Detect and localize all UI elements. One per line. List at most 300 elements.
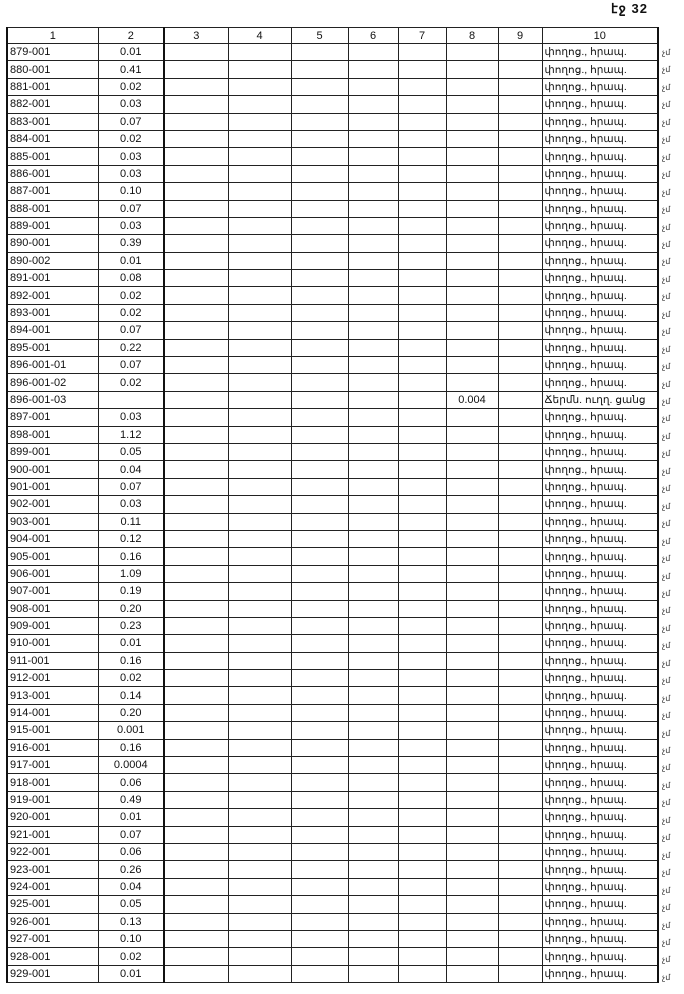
table-row: [7, 148, 658, 165]
empty-cell: [164, 357, 228, 374]
empty-cell: [291, 235, 348, 252]
empty-cell: [498, 670, 542, 687]
empty-cell: [398, 843, 446, 860]
side-mark: չմ: [662, 222, 671, 232]
parcel-code: 896-001-02: [7, 374, 98, 391]
empty-cell: [398, 600, 446, 617]
empty-cell: [164, 113, 228, 130]
land-use: փողոց., հրապ.: [542, 78, 658, 95]
col8-value: [446, 443, 498, 460]
table-row: [7, 965, 658, 982]
empty-cell: [348, 148, 398, 165]
side-mark: չմ: [662, 885, 671, 895]
empty-cell: [291, 217, 348, 234]
parcel-code: 881-001: [7, 78, 98, 95]
side-mark: չմ: [662, 536, 671, 546]
empty-cell: [398, 96, 446, 113]
land-use: փողոց., հրապ.: [542, 548, 658, 565]
empty-cell: [398, 704, 446, 721]
empty-cell: [228, 409, 291, 426]
land-use: փողոց., հրապ.: [542, 757, 658, 774]
table-row: [7, 252, 658, 269]
empty-cell: [291, 44, 348, 61]
empty-cell: [498, 583, 542, 600]
empty-cell: [398, 774, 446, 791]
empty-cell: [164, 687, 228, 704]
empty-cell: [348, 670, 398, 687]
empty-cell: [498, 339, 542, 356]
empty-cell: [348, 530, 398, 547]
parcel-code: 916-001: [7, 739, 98, 756]
col8-value: [446, 948, 498, 965]
parcel-code: 897-001: [7, 409, 98, 426]
empty-cell: [164, 252, 228, 269]
empty-cell: [398, 374, 446, 391]
empty-cell: [498, 461, 542, 478]
area-value: 0.07: [98, 113, 164, 130]
col8-value: [446, 409, 498, 426]
empty-cell: [348, 791, 398, 808]
empty-cell: [228, 270, 291, 287]
table-row: [7, 739, 658, 756]
side-mark: չմ: [662, 65, 671, 75]
table-row: [7, 78, 658, 95]
empty-cell: [498, 78, 542, 95]
area-value: 0.01: [98, 44, 164, 61]
empty-cell: [498, 165, 542, 182]
empty-cell: [228, 617, 291, 634]
table-row: [7, 61, 658, 78]
empty-cell: [164, 896, 228, 913]
empty-cell: [164, 843, 228, 860]
empty-cell: [498, 617, 542, 634]
land-use: փողոց., հրապ.: [542, 304, 658, 321]
empty-cell: [164, 652, 228, 669]
side-mark: չմ: [662, 414, 671, 424]
land-use: փողոց., հրապ.: [542, 165, 658, 182]
empty-cell: [164, 96, 228, 113]
empty-cell: [228, 235, 291, 252]
area-value: 0.49: [98, 791, 164, 808]
empty-cell: [228, 96, 291, 113]
empty-cell: [498, 739, 542, 756]
empty-cell: [348, 304, 398, 321]
empty-cell: [291, 652, 348, 669]
land-use: փողոց., հրապ.: [542, 478, 658, 495]
empty-cell: [228, 461, 291, 478]
empty-cell: [291, 583, 348, 600]
empty-cell: [398, 635, 446, 652]
empty-cell: [398, 148, 446, 165]
empty-cell: [398, 200, 446, 217]
empty-cell: [291, 617, 348, 634]
col8-value: [446, 183, 498, 200]
table-row: [7, 565, 658, 582]
col8-value: [446, 357, 498, 374]
area-value: 0.20: [98, 704, 164, 721]
empty-cell: [348, 235, 398, 252]
empty-cell: [348, 217, 398, 234]
side-mark: չմ: [662, 152, 671, 162]
column-header-8: 8: [446, 28, 498, 44]
side-mark: չմ: [662, 798, 671, 808]
land-use: փողոց., հրապ.: [542, 130, 658, 147]
empty-cell: [498, 61, 542, 78]
parcel-code: 906-001: [7, 565, 98, 582]
empty-cell: [291, 148, 348, 165]
empty-cell: [228, 78, 291, 95]
empty-cell: [164, 478, 228, 495]
parcel-code: 900-001: [7, 461, 98, 478]
empty-cell: [398, 113, 446, 130]
empty-cell: [228, 948, 291, 965]
col8-value: [446, 461, 498, 478]
col8-value: [446, 930, 498, 947]
empty-cell: [228, 722, 291, 739]
column-header-7: 7: [398, 28, 446, 44]
land-use: փողոց., հրապ.: [542, 843, 658, 860]
col8-value: [446, 878, 498, 895]
empty-cell: [498, 183, 542, 200]
col8-value: 0.004: [446, 391, 498, 408]
empty-cell: [291, 635, 348, 652]
empty-cell: [291, 409, 348, 426]
col8-value: [446, 965, 498, 982]
empty-cell: [498, 287, 542, 304]
parcel-code: 911-001: [7, 652, 98, 669]
area-value: 0.02: [98, 670, 164, 687]
empty-cell: [498, 687, 542, 704]
table-row: [7, 652, 658, 669]
empty-cell: [164, 774, 228, 791]
empty-cell: [398, 287, 446, 304]
land-use: փողոց., հրապ.: [542, 200, 658, 217]
table-row: [7, 217, 658, 234]
empty-cell: [498, 113, 542, 130]
empty-cell: [348, 930, 398, 947]
empty-cell: [348, 652, 398, 669]
empty-cell: [498, 130, 542, 147]
empty-cell: [164, 130, 228, 147]
empty-cell: [164, 948, 228, 965]
area-value: 0.03: [98, 148, 164, 165]
empty-cell: [228, 965, 291, 982]
empty-cell: [348, 478, 398, 495]
empty-cell: [164, 670, 228, 687]
empty-cell: [498, 722, 542, 739]
empty-cell: [348, 774, 398, 791]
parcel-code: 925-001: [7, 896, 98, 913]
empty-cell: [291, 913, 348, 930]
empty-cell: [348, 461, 398, 478]
empty-cell: [498, 200, 542, 217]
parcel-code: 907-001: [7, 583, 98, 600]
land-use: փողոց., հրապ.: [542, 565, 658, 582]
empty-cell: [398, 826, 446, 843]
empty-cell: [291, 687, 348, 704]
empty-cell: [398, 426, 446, 443]
col8-value: [446, 61, 498, 78]
empty-cell: [398, 252, 446, 269]
col8-value: [446, 130, 498, 147]
col8-value: [446, 322, 498, 339]
col8-value: [446, 670, 498, 687]
col8-value: [446, 426, 498, 443]
land-use: փողոց., հրապ.: [542, 774, 658, 791]
column-header-3: 3: [164, 28, 228, 44]
table-row: [7, 913, 658, 930]
empty-cell: [164, 443, 228, 460]
table-row: [7, 704, 658, 721]
empty-cell: [164, 861, 228, 878]
table-row: [7, 426, 658, 443]
col8-value: [446, 843, 498, 860]
empty-cell: [164, 287, 228, 304]
parcel-code: 924-001: [7, 878, 98, 895]
side-mark: չմ: [662, 82, 671, 92]
area-value: 0.02: [98, 287, 164, 304]
col8-value: [446, 339, 498, 356]
empty-cell: [498, 513, 542, 530]
empty-cell: [348, 61, 398, 78]
parcel-code: 917-001: [7, 757, 98, 774]
empty-cell: [291, 548, 348, 565]
parcel-code: 922-001: [7, 843, 98, 860]
parcel-code: 894-001: [7, 322, 98, 339]
col8-value: [446, 165, 498, 182]
empty-cell: [398, 530, 446, 547]
col8-value: [446, 704, 498, 721]
col8-value: [446, 252, 498, 269]
side-mark: չմ: [662, 588, 671, 598]
table-row: [7, 183, 658, 200]
empty-cell: [291, 391, 348, 408]
empty-cell: [228, 530, 291, 547]
empty-cell: [498, 322, 542, 339]
table-row: [7, 496, 658, 513]
area-value: 0.02: [98, 374, 164, 391]
empty-cell: [228, 200, 291, 217]
parcel-code: 910-001: [7, 635, 98, 652]
side-mark: չմ: [662, 187, 671, 197]
empty-cell: [348, 583, 398, 600]
side-mark: չմ: [662, 815, 671, 825]
table-row: [7, 757, 658, 774]
col8-value: [446, 583, 498, 600]
side-mark: չմ: [662, 205, 671, 215]
empty-cell: [498, 96, 542, 113]
parcel-code: 882-001: [7, 96, 98, 113]
parcel-code: 886-001: [7, 165, 98, 182]
parcel-code: 884-001: [7, 130, 98, 147]
empty-cell: [164, 913, 228, 930]
parcel-code: 879-001: [7, 44, 98, 61]
empty-cell: [398, 739, 446, 756]
side-mark: չմ: [662, 519, 671, 529]
empty-cell: [228, 426, 291, 443]
empty-cell: [398, 478, 446, 495]
column-header-2: 2: [98, 28, 164, 44]
side-mark: չմ: [662, 868, 671, 878]
table-row: [7, 583, 658, 600]
empty-cell: [348, 44, 398, 61]
parcel-code: 889-001: [7, 217, 98, 234]
empty-cell: [228, 513, 291, 530]
area-value: 0.16: [98, 548, 164, 565]
parcel-code: 912-001: [7, 670, 98, 687]
table-row: [7, 896, 658, 913]
empty-cell: [291, 78, 348, 95]
parcel-code: 929-001: [7, 965, 98, 982]
empty-cell: [228, 583, 291, 600]
table-row: [7, 287, 658, 304]
parcel-code: 888-001: [7, 200, 98, 217]
area-value: 0.07: [98, 200, 164, 217]
area-value: 0.41: [98, 61, 164, 78]
empty-cell: [291, 304, 348, 321]
land-use: փողոց., հրապ.: [542, 809, 658, 826]
empty-cell: [228, 791, 291, 808]
land-use: փողոց., հրապ.: [542, 322, 658, 339]
land-use: փողոց., հրապ.: [542, 965, 658, 982]
empty-cell: [291, 130, 348, 147]
col8-value: [446, 235, 498, 252]
empty-cell: [228, 183, 291, 200]
empty-cell: [348, 496, 398, 513]
empty-cell: [228, 113, 291, 130]
empty-cell: [348, 896, 398, 913]
table-row: [7, 809, 658, 826]
empty-cell: [498, 443, 542, 460]
col8-value: [446, 913, 498, 930]
empty-cell: [398, 270, 446, 287]
table-row: [7, 339, 658, 356]
empty-cell: [291, 200, 348, 217]
empty-cell: [398, 965, 446, 982]
empty-cell: [348, 78, 398, 95]
empty-cell: [164, 78, 228, 95]
empty-cell: [398, 183, 446, 200]
empty-cell: [164, 965, 228, 982]
col8-value: [446, 791, 498, 808]
empty-cell: [228, 826, 291, 843]
empty-cell: [291, 774, 348, 791]
side-mark: չմ: [662, 362, 671, 372]
col8-value: [446, 896, 498, 913]
side-mark: չմ: [662, 763, 671, 773]
land-use: փողոց., հրապ.: [542, 61, 658, 78]
land-use: փողոց., հրապ.: [542, 878, 658, 895]
empty-cell: [164, 826, 228, 843]
area-value: [98, 391, 164, 408]
area-value: 0.05: [98, 896, 164, 913]
table-row: [7, 443, 658, 460]
side-mark: չմ: [662, 746, 671, 755]
land-use: փողոց., հրապ.: [542, 374, 658, 391]
col8-value: [446, 374, 498, 391]
empty-cell: [398, 791, 446, 808]
land-use: փողոց., հրապ.: [542, 739, 658, 756]
empty-cell: [164, 791, 228, 808]
empty-cell: [291, 513, 348, 530]
empty-cell: [398, 78, 446, 95]
empty-cell: [164, 930, 228, 947]
empty-cell: [291, 722, 348, 739]
empty-cell: [291, 791, 348, 808]
side-mark: չմ: [662, 170, 671, 180]
empty-cell: [348, 426, 398, 443]
col8-value: [446, 687, 498, 704]
empty-cell: [291, 426, 348, 443]
parcel-code: 913-001: [7, 687, 98, 704]
col8-value: [446, 600, 498, 617]
parcel-code: 898-001: [7, 426, 98, 443]
empty-cell: [291, 270, 348, 287]
empty-cell: [228, 44, 291, 61]
empty-cell: [398, 687, 446, 704]
table-row: [7, 861, 658, 878]
empty-cell: [348, 409, 398, 426]
empty-cell: [498, 930, 542, 947]
empty-cell: [348, 339, 398, 356]
empty-cell: [228, 565, 291, 582]
empty-cell: [291, 565, 348, 582]
empty-cell: [291, 252, 348, 269]
empty-cell: [164, 391, 228, 408]
empty-cell: [164, 426, 228, 443]
parcel-code: 896-001-03: [7, 391, 98, 408]
empty-cell: [164, 183, 228, 200]
empty-cell: [398, 165, 446, 182]
empty-cell: [228, 374, 291, 391]
table-row: [7, 270, 658, 287]
empty-cell: [498, 652, 542, 669]
land-use: փողոց., հրապ.: [542, 913, 658, 930]
col8-value: [446, 739, 498, 756]
empty-cell: [348, 948, 398, 965]
column-header-6: 6: [348, 28, 398, 44]
land-use: փողոց., հրապ.: [542, 252, 658, 269]
area-value: 0.03: [98, 409, 164, 426]
empty-cell: [498, 252, 542, 269]
table-row: [7, 374, 658, 391]
parcel-code: 880-001: [7, 61, 98, 78]
side-mark: չմ: [662, 309, 671, 319]
col8-value: [446, 217, 498, 234]
land-use: փողոց., հրապ.: [542, 687, 658, 704]
area-value: 0.13: [98, 913, 164, 930]
empty-cell: [398, 357, 446, 374]
empty-cell: [398, 670, 446, 687]
area-value: 0.01: [98, 809, 164, 826]
parcel-code: 923-001: [7, 861, 98, 878]
empty-cell: [164, 217, 228, 234]
land-use: փողոց., հրապ.: [542, 148, 658, 165]
side-mark: չմ: [662, 397, 671, 406]
empty-cell: [498, 235, 542, 252]
area-value: 1.12: [98, 426, 164, 443]
empty-cell: [291, 530, 348, 547]
empty-cell: [348, 878, 398, 895]
land-use: փողոց., հրապ.: [542, 722, 658, 739]
land-use: փողոց., հրապ.: [542, 235, 658, 252]
empty-cell: [228, 704, 291, 721]
empty-cell: [291, 165, 348, 182]
land-use: փողոց., հրապ.: [542, 113, 658, 130]
table-row: [7, 722, 658, 739]
table-row: [7, 44, 658, 61]
empty-cell: [228, 130, 291, 147]
